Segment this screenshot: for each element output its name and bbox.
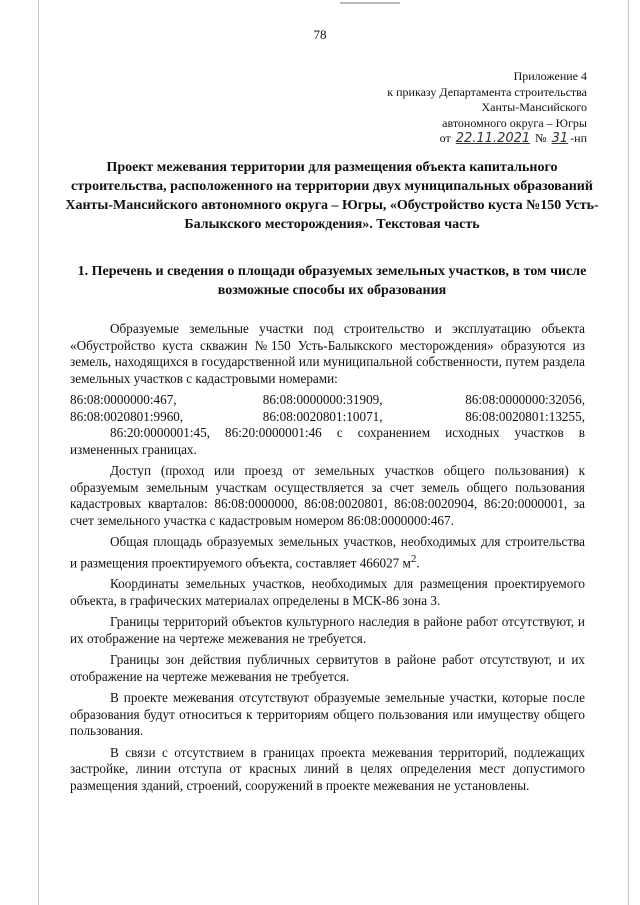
scan-edge-left (38, 0, 39, 905)
paragraph-1 (70, 321, 585, 387)
paragraph-4: Координаты земельных участков, необходимых для размещения проектируемого объекта, в графических материалах определены в МСК-86 зона 3. (70, 576, 585, 608)
appendix-line-2: к приказу Департамента строительства (387, 84, 587, 99)
appendix-line-1: Приложение 4 (513, 69, 587, 83)
paragraph-3 (70, 534, 585, 571)
paragraph-1-end: 86:20:0000001:45, 86:20:0000001:46 с сохранением исходных участков в измененных границах. (70, 425, 585, 457)
paragraph-6: Границы зон действия публичных сервитутов в районе работ отсутствуют, и их отображение на чертеже межевания не требуется. (70, 652, 585, 684)
cadastral-number: 86:08:0020801:10071, (262, 408, 383, 424)
paragraph-7: В проекте межевания отсутствуют образуемые земельные участки, которые после образования будут относиться к территориям общего пользования или имуществу общего пользования. (70, 690, 585, 739)
scan-mark (340, 2, 400, 4)
handwritten-number: 31 (551, 131, 569, 146)
appendix-line-3: Ханты-Мансийского (481, 100, 587, 114)
section-title: 1. Перечень и сведения о площади образуемых земельных участков, в том числе возможные способы их образования (77, 264, 587, 298)
paragraph-1-intro: Образуемые земельные участки под строительство и эксплуатацию объекта «Обустройство куста скважин №150 Усть-Балыкского месторождения» образуются из земель, находящихся в государственной или муниципальной собственности, путем раздела земельных участков с кадастровыми номерами: (70, 321, 585, 386)
paragraph-3-end: . (416, 554, 420, 570)
appendix-block (387, 69, 587, 147)
cadastral-number: 86:08:0000000:467, (70, 392, 177, 407)
scan-edge-right (628, 0, 629, 905)
cadastral-number: 86:08:0000000:32056, (465, 392, 585, 407)
cadastral-number: 86:08:0020801:9960, (70, 408, 184, 424)
square-meter-superscript: 2 (410, 552, 417, 565)
date-prefix: от (439, 131, 451, 145)
appendix-date-line (387, 131, 587, 147)
number-prefix: № (535, 131, 547, 145)
page-number: 78 (313, 27, 327, 42)
cadastral-row (70, 392, 585, 409)
paragraph-8: В связи с отсутствием в границах проекта межевания территорий, подлежащих застройке, линии отступа от красных линий в целях определения мест допустимого размещения зданий, строений, сооружений в проекте межевания не установлены. (70, 744, 585, 793)
cadastral-number: 86:08:0020801:13255, (465, 408, 585, 424)
number-suffix: -нп (570, 131, 587, 145)
paragraph-2: Доступ (проход или проезд от земельных участков общего пользования) к образуемым земельным участкам осуществляется за счет земель общего пользования кадастровых кварталов: 86:08:0000000, 86:08:0020801, 86:08:0020904, 86:20:0000001, за счет земельного участка с кадастровым номером 86:08:0000000:467. (70, 463, 585, 528)
cadastral-numbers (70, 392, 585, 425)
appendix-line-4: автономного округа – Югры (442, 115, 587, 130)
paragraph-5: Границы территорий объектов культурного наследия в районе работ отсутствуют, и их отображение на чертеже межевания не требуется. (70, 614, 585, 646)
cadastral-row (70, 409, 585, 426)
body-text (70, 321, 585, 799)
handwritten-date: 22.11.2021 (455, 131, 531, 146)
document-title: Проект межевания территории для размещения объекта капитального строительства, расположенного на территории двух муниципальных образований Ханты-Мансийского автономного округа – Югры, «Обустройство куста №150 Усть-Балыкского месторождения». Текстовая часть (65, 160, 599, 232)
paragraph-3-text: Общая площадь образуемых земельных участков, необходимых для строительства и размещения проектируемого объекта, составляет 466027 м (70, 534, 585, 570)
cadastral-number: 86:08:0000000:31909, (262, 392, 383, 407)
